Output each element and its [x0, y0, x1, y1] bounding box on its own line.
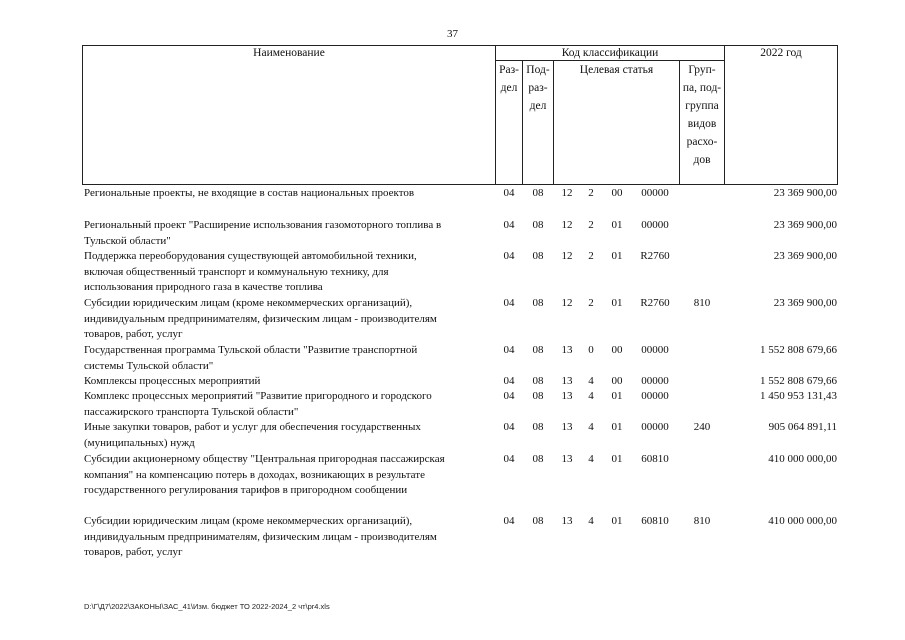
row-cs2: 2 — [588, 297, 594, 309]
row-cs2: 2 — [588, 219, 594, 231]
row-cs3: 00 — [611, 344, 623, 356]
row-podrazdel: 08 — [532, 453, 544, 465]
row-cs4: 00000 — [641, 344, 669, 356]
row-cs2: 4 — [588, 453, 594, 465]
row-vr: 240 — [693, 421, 711, 433]
row-cs1: 13 — [561, 390, 573, 402]
row-name: Комплексы процессных мероприятий — [84, 375, 261, 387]
row-name: Субсидии юридическим лицам (кроме некоммерческих организаций), индивидуальным предпринимателям, физическим лицам - производителям товаров, работ, услуг — [84, 515, 437, 558]
row-razdel: 04 — [503, 375, 515, 387]
row-cs1: 13 — [561, 515, 573, 527]
row-name: Иные закупки товаров, работ и услуг для обеспечения государственных (муниципальных) нужд — [84, 421, 421, 449]
file-path-footer: D:\Г\Д7\2022\ЗАКОНЫ\ЗАС_41\Изм. бюджет ТО 2022-2024_2 чт\pr4.xls — [84, 602, 330, 611]
row-podrazdel: 08 — [532, 250, 544, 262]
row-razdel: 04 — [503, 344, 515, 356]
row-cs4: R2760 — [640, 297, 670, 309]
row-podrazdel: 08 — [532, 390, 544, 402]
row-cs4: 60810 — [641, 453, 669, 465]
row-name: Региональные проекты, не входящие в состав национальных проектов — [84, 187, 415, 199]
row-podrazdel: 08 — [532, 421, 544, 433]
row-cs3: 01 — [611, 515, 623, 527]
row-cs4: R2760 — [640, 250, 670, 262]
row-podrazdel: 08 — [532, 297, 544, 309]
row-razdel: 04 — [503, 250, 515, 262]
row-name: Комплекс процессных мероприятий "Развитие пригородного и городского пассажирского транспорта Тульской области" — [84, 390, 432, 418]
header-year: 2022 год — [760, 47, 802, 59]
row-amount: 1 552 808 679,66 — [760, 344, 837, 356]
row-vr: 810 — [693, 297, 711, 309]
row-cs2: 4 — [588, 390, 594, 402]
row-cs4: 00000 — [641, 421, 669, 433]
row-amount: 410 000 000,00 — [768, 515, 837, 527]
row-cs3: 01 — [611, 250, 623, 262]
row-cs4: 00000 — [641, 219, 669, 231]
row-cs1: 13 — [561, 421, 573, 433]
row-amount: 1 552 808 679,66 — [760, 375, 837, 387]
row-cs2: 4 — [588, 375, 594, 387]
row-razdel: 04 — [503, 421, 515, 433]
row-cs3: 01 — [611, 219, 623, 231]
row-name: Субсидии юридическим лицам (кроме некоммерческих организаций), индивидуальным предпринимателям, физическим лицам - производителям товаров, работ, услуг — [84, 297, 437, 340]
header-group: Груп- па, под- группа видов расхо- дов — [682, 64, 722, 166]
row-cs2: 0 — [588, 344, 594, 356]
row-name: Поддержка переоборудования существующей автомобильной техники, включая общественный транспорт и коммунальную технику, для использования природного газа в качестве топлива — [84, 250, 417, 293]
table-left-border — [82, 45, 83, 185]
row-name: Региональный проект "Расширение использования газомоторного топлива в Тульской области" — [84, 219, 442, 247]
header-subsection: Под- раз- дел — [526, 64, 550, 112]
row-cs3: 01 — [611, 453, 623, 465]
row-podrazdel: 08 — [532, 375, 544, 387]
row-amount: 905 064 891,11 — [768, 421, 837, 433]
row-podrazdel: 08 — [532, 344, 544, 356]
header-section: Раз- дел — [499, 64, 519, 94]
row-cs1: 12 — [561, 219, 573, 231]
row-amount: 23 369 900,00 — [773, 250, 837, 262]
row-cs2: 4 — [588, 515, 594, 527]
row-amount: 23 369 900,00 — [773, 297, 837, 309]
row-razdel: 04 — [503, 390, 515, 402]
row-cs4: 00000 — [641, 390, 669, 402]
row-razdel: 04 — [503, 297, 515, 309]
page-number: 37 — [447, 28, 458, 40]
row-cs1: 13 — [561, 375, 573, 387]
row-cs4: 00000 — [641, 375, 669, 387]
row-cs3: 01 — [611, 421, 623, 433]
row-cs1: 12 — [561, 297, 573, 309]
row-cs3: 01 — [611, 297, 623, 309]
row-vr: 810 — [693, 515, 711, 527]
row-cs2: 2 — [588, 187, 594, 199]
header-name: Наименование — [253, 47, 325, 59]
row-cs3: 01 — [611, 390, 623, 402]
row-podrazdel: 08 — [532, 219, 544, 231]
row-cs1: 12 — [561, 250, 573, 262]
row-cs3: 00 — [611, 375, 623, 387]
header-target-article: Целевая статья — [579, 64, 654, 76]
row-cs4: 60810 — [641, 515, 669, 527]
row-cs4: 00000 — [641, 187, 669, 199]
row-razdel: 04 — [503, 515, 515, 527]
row-amount: 410 000 000,00 — [768, 453, 837, 465]
row-cs1: 12 — [561, 187, 573, 199]
row-razdel: 04 — [503, 187, 515, 199]
row-name: Субсидии акционерному обществу "Центральная пригородная пассажирская компания" на компенсацию потерь в доходах, возникающих в результате государственного регулирования тарифов в пригородном сообщении — [84, 453, 445, 496]
row-podrazdel: 08 — [532, 515, 544, 527]
row-cs2: 2 — [588, 250, 594, 262]
row-amount: 1 450 953 131,43 — [760, 390, 837, 402]
code-column-divider — [724, 45, 725, 185]
table-right-border — [837, 45, 838, 185]
row-cs2: 4 — [588, 421, 594, 433]
row-razdel: 04 — [503, 219, 515, 231]
header-code: Код классификации — [561, 47, 659, 59]
row-amount: 23 369 900,00 — [773, 219, 837, 231]
row-podrazdel: 08 — [532, 187, 544, 199]
row-cs1: 13 — [561, 453, 573, 465]
row-name: Государственная программа Тульской области "Развитие транспортной системы Тульской области" — [84, 344, 418, 372]
row-amount: 23 369 900,00 — [773, 187, 837, 199]
row-cs1: 13 — [561, 344, 573, 356]
row-cs3: 00 — [611, 187, 623, 199]
row-razdel: 04 — [503, 453, 515, 465]
